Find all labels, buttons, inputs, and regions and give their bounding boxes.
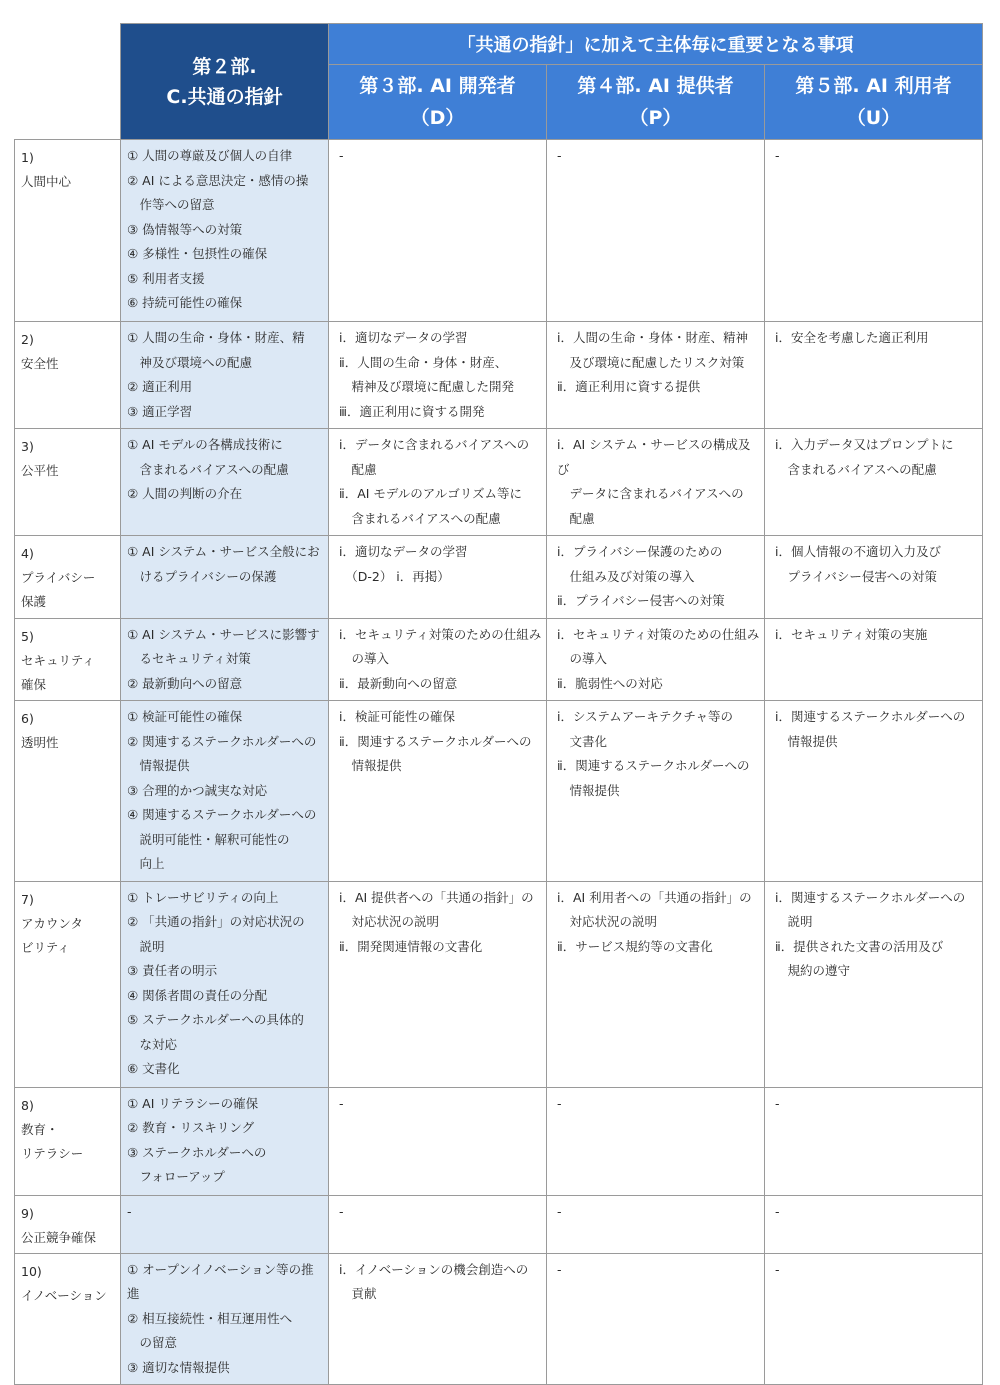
table-row [15,881,983,1087]
cell-text-line: ③ 適正学習 [127,403,193,419]
cell-text-line: ⅲ．適正利用に資する開発 [339,403,485,419]
principle-label-cell [15,1195,121,1253]
principle-label-line: 公正競争確保 [21,1229,97,1245]
cell-text-line: ② AI による意思決定・感情の操 [127,172,309,188]
cell-text-line: 神及び環境への配慮 [127,354,253,370]
cell-text-line: ⅰ．データに含まれるバイアスへの [339,437,530,452]
cell-text-line: - [557,1261,562,1277]
cell-text-line: の留意 [127,1335,178,1350]
guideline-table [14,23,983,1385]
developer-cell [329,536,547,619]
cell-text-line: ⅰ．関連するステークホルダーへの [775,889,966,905]
cell-text-line: 情報提供 [557,782,620,798]
principle-label-line: 5) [21,628,34,644]
principle-label-line: 保護 [21,594,47,609]
common-cell [121,140,329,322]
cell-text-line: の導入 [339,651,390,666]
header-entity-group: 「共通の指針」に加えて主体毎に重要となる事項 [329,24,983,65]
cell-text-line: プライバシー侵害への対策 [775,568,937,584]
developer-cell [329,1253,547,1385]
cell-text-line: - [339,1095,344,1111]
cell-text-line: ② 適正利用 [127,379,193,394]
cell-text-line: ⅰ．セキュリティ対策のための仕組み [557,626,760,642]
user-cell [765,1195,983,1253]
provider-cell [547,618,765,701]
provider-cell [547,140,765,322]
cell-text-line: ① AI リテラシーの確保 [127,1095,259,1111]
cell-text-line: - [775,148,780,163]
principle-label-line: 2) [21,332,34,347]
table-row [15,322,983,429]
cell-text-line: （D-2） ⅰ．再掲） [339,568,450,584]
principle-label-line: 6) [21,711,34,726]
common-cell [121,322,329,429]
cell-text-line: の導入 [557,651,608,666]
principle-label-cell [15,429,121,536]
provider-cell [547,536,765,619]
common-cell [121,1087,329,1195]
cell-text-line: ⅰ．個人情報の不適切入力及び [775,544,941,559]
developer-cell [329,881,547,1087]
cell-text-line: ③ 合理的かつ誠実な対応 [127,782,268,798]
cell-text-line: - [775,1095,780,1111]
header-ai-developer: 第３部. AI 開発者 （D） [329,65,547,140]
cell-text-line: ⅱ．関連するステークホルダーへの [557,758,750,773]
cell-text-line: ⅰ．システムアーキテクチャ等の [557,709,733,724]
cell-text-line: 文書化 [557,733,608,749]
cell-text-line: ① トレーサビリティの向上 [127,889,279,905]
cell-text-line: - [339,1203,344,1219]
provider-cell [547,881,765,1087]
cell-text-line: 対応状況の説明 [557,914,658,929]
table-row [15,140,983,322]
user-cell [765,701,983,882]
cell-text-line: ⅱ．提供された文書の活用及び [775,938,944,954]
cell-text-line: - [557,1095,562,1111]
common-cell [121,701,329,882]
cell-text-line: ① 人間の生命・身体・財産、精 [127,330,305,345]
cell-text-line: ① AI システム・サービスに影響す [127,626,320,642]
cell-text-line: 精神及び環境に配慮した開発 [339,379,515,394]
cell-text-line: ⅰ．安全を考慮した適正利用 [775,330,929,345]
developer-cell [329,701,547,882]
principle-label-cell [15,881,121,1087]
cell-text-line: ⅰ．AI システム・サービスの構成及び [557,437,751,477]
cell-text-line: 規約の遵守 [775,963,851,978]
cell-text-line: ③ 適切な情報提供 [127,1359,230,1375]
cell-text-line: ② 「共通の指針」の対応状況の [127,914,305,929]
user-cell [765,1087,983,1195]
cell-text-line: ① AI システム・サービス全般にお [127,544,320,559]
cell-text-line: ① AI モデルの各構成技術に [127,437,283,452]
user-cell [765,429,983,536]
principle-label-cell [15,536,121,619]
principle-label-cell [15,701,121,882]
principle-label-line: 確保 [21,676,47,692]
cell-text-line: ⅱ．AI モデルのアルゴリズム等に [339,486,523,501]
user-cell [765,140,983,322]
cell-text-line: ⅱ．適正利用に資する提供 [557,379,701,394]
common-cell [121,536,329,619]
cell-text-line: ① 人間の尊厳及び個人の自律 [127,148,293,163]
principle-label-line: 公平性 [21,463,59,478]
cell-text-line: ① 検証可能性の確保 [127,709,243,724]
cell-text-line: ⑤ ステークホルダーへの具体的 [127,1012,304,1027]
cell-text-line: ⅰ．適切なデータの学習 [339,544,468,559]
cell-text-line: - [775,1203,780,1219]
principle-label-cell [15,322,121,429]
common-cell [121,881,329,1087]
cell-text-line: 対応状況の説明 [339,914,440,929]
table-row [15,1253,983,1385]
cell-text-line: ② 相互接続性・相互運用性へ [127,1310,293,1326]
common-cell [121,1253,329,1385]
cell-text-line: ⅰ．セキュリティ対策の実施 [775,626,928,642]
provider-cell [547,1087,765,1195]
cell-text-line: 情報提供 [339,758,402,773]
principle-label-cell [15,1087,121,1195]
cell-text-line: データに含まれるバイアスへの [557,486,744,501]
developer-cell [329,1195,547,1253]
user-cell [765,1253,983,1385]
cell-text-line: けるプライバシーの保護 [127,568,277,584]
cell-text-line: ④ 関連するステークホルダーへの [127,807,317,822]
cell-text-line: 説明 [127,938,165,954]
cell-text-line: - [557,148,562,163]
cell-text-line: 貢献 [339,1286,377,1301]
header-ai-user: 第５部. AI 利用者 （U） [765,65,983,140]
cell-text-line: ⅰ．適切なデータの学習 [339,330,468,345]
header-blank-cell [15,24,121,140]
user-cell [765,618,983,701]
cell-text-line: 情報提供 [775,733,838,749]
cell-text-line: - [557,1203,562,1219]
cell-text-line: な対応 [127,1036,178,1052]
developer-cell [329,322,547,429]
cell-text-line: ③ ステークホルダーへの [127,1144,267,1160]
cell-text-line: ④ 多様性・包摂性の確保 [127,246,268,261]
principle-label-line: 1) [21,150,34,165]
cell-text-line: - [339,148,344,163]
principle-label-line: 安全性 [21,356,59,371]
cell-text-line: ② 人間の判断の介在 [127,486,243,501]
header-ai-provider: 第４部. AI 提供者 （P） [547,65,765,140]
cell-text-line: ⅰ．人間の生命・身体・財産、精神 [557,330,748,345]
cell-text-line: ⅱ．脆弱性への対応 [557,675,663,691]
user-cell [765,881,983,1087]
cell-text-line: ⅰ．AI 利用者への「共通の指針」の [557,889,752,905]
common-cell [121,1195,329,1253]
table-body [15,140,983,1385]
header-common-guidelines: 第２部. C.共通の指針 [121,24,329,140]
table-row [15,1195,983,1253]
provider-cell [547,701,765,882]
cell-text-line: 配慮 [339,461,377,477]
cell-text-line: ⑥ 文書化 [127,1061,180,1076]
cell-text-line: 配慮 [557,510,595,526]
principle-label-line: 10) [21,1263,42,1279]
principle-label-line: プライバシー [21,570,96,585]
principle-label-line: ビリティ [21,939,70,955]
cell-text-line: ⅱ．開発関連情報の文書化 [339,938,483,954]
cell-text-line: ⅰ．イノベーションの機会創造への [339,1261,529,1277]
cell-text-line: ⅰ．入力データ又はプロンプトに [775,437,954,452]
principle-label-line: 3) [21,439,34,454]
cell-text-line: ⅱ．関連するステークホルダーへの [339,733,532,749]
cell-text-line: ④ 関係者間の責任の分配 [127,987,268,1003]
cell-text-line: ⅰ．関連するステークホルダーへの [775,709,966,724]
developer-cell [329,140,547,322]
provider-cell [547,1195,765,1253]
cell-text-line: 含まれるバイアスへの配慮 [339,510,501,526]
cell-text-line: ② 教育・リスキリング [127,1120,255,1135]
developer-cell [329,1087,547,1195]
cell-text-line: ⑥ 持続可能性の確保 [127,295,243,310]
principle-label-cell [15,618,121,701]
cell-text-line: ① オープンイノベーション等の推進 [127,1261,314,1301]
cell-text-line: 及び環境に配慮したリスク対策 [557,354,745,370]
table-row [15,701,983,882]
principle-label-line: 7) [21,891,34,907]
principle-label-line: リテラシー [21,1145,84,1161]
principle-label-line: イノベーション [21,1287,107,1303]
common-cell [121,429,329,536]
principle-label-line: 透明性 [21,735,59,750]
cell-text-line: 説明可能性・解釈可能性の [127,831,290,847]
cell-text-line: 含まれるバイアスへの配慮 [775,461,937,477]
cell-text-line: フォローアップ [127,1169,225,1184]
principle-label-line: アカウンタ [21,915,83,931]
cell-text-line: 向上 [127,856,165,871]
user-cell [765,536,983,619]
cell-text-line: 情報提供 [127,758,190,773]
cell-text-line: ③ 責任者の明示 [127,963,218,978]
common-cell [121,618,329,701]
principle-label-line: 8) [21,1097,34,1113]
cell-text-line: ⅱ．人間の生命・身体・財産、 [339,354,508,370]
developer-cell [329,429,547,536]
principle-label-cell [15,1253,121,1385]
provider-cell [547,322,765,429]
cell-text-line: 仕組み及び対策の導入 [557,568,695,584]
cell-text-line: 説明 [775,914,813,929]
cell-text-line: るセキュリティ対策 [127,651,251,666]
cell-text-line: ⅰ．セキュリティ対策のための仕組み [339,626,542,642]
table-row [15,618,983,701]
cell-text-line: ② 関連するステークホルダーへの [127,733,317,749]
cell-text-line: - [127,1203,132,1219]
cell-text-line: ⅰ．AI 提供者への「共通の指針」の [339,889,534,905]
cell-text-line: ⅱ．最新動向への留意 [339,675,458,691]
principle-label-line: 9) [21,1205,34,1221]
principle-label-line: セキュリティ [21,652,95,668]
provider-cell [547,429,765,536]
cell-text-line: ⅰ．検証可能性の確保 [339,709,455,724]
principle-label-cell [15,140,121,322]
table-row [15,536,983,619]
cell-text-line: - [775,1261,780,1277]
cell-text-line: 作等への留意 [127,197,215,212]
user-cell [765,322,983,429]
cell-text-line: ⅱ．プライバシー侵害への対策 [557,593,725,608]
cell-text-line: ③ 偽情報等への対策 [127,221,243,237]
cell-text-line: ⑤ 利用者支援 [127,270,205,286]
table-row [15,1087,983,1195]
developer-cell [329,618,547,701]
principle-label-line: 人間中心 [21,174,72,189]
cell-text-line: 含まれるバイアスへの配慮 [127,461,289,477]
principle-label-line: 4) [21,546,34,561]
provider-cell [547,1253,765,1385]
cell-text-line: ② 最新動向への留意 [127,675,243,691]
principle-label-line: 教育・ [21,1121,59,1137]
cell-text-line: ⅰ．プライバシー保護のための [557,544,723,559]
cell-text-line: ⅱ．サービス規約等の文書化 [557,938,713,954]
table-row [15,429,983,536]
